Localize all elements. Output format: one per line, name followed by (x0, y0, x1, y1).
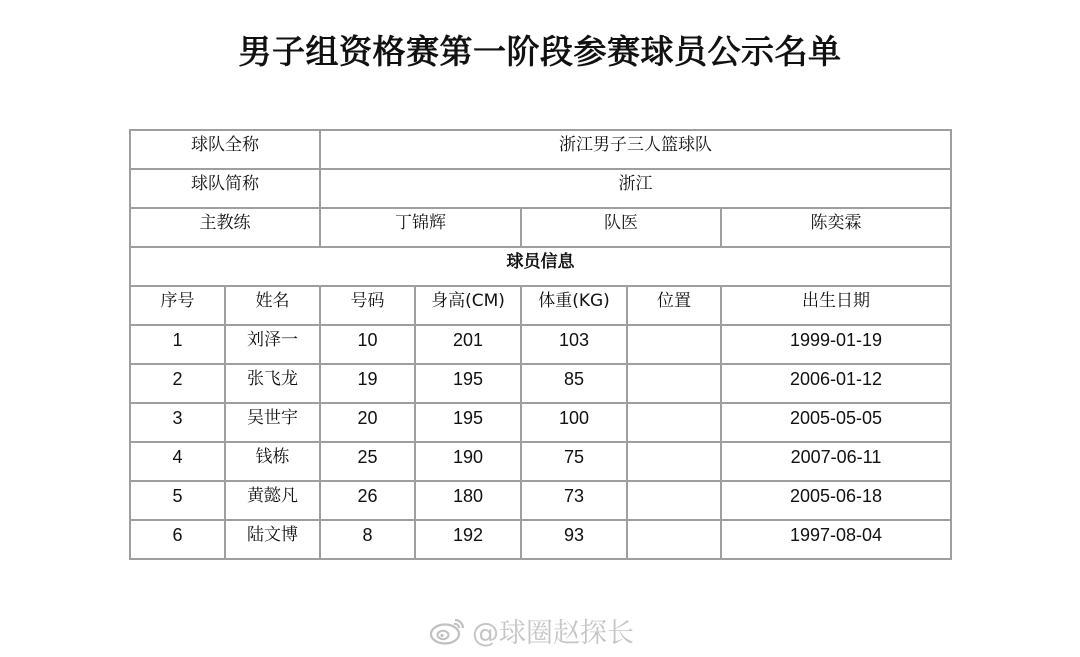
table-row (130, 403, 951, 442)
player-position (627, 325, 721, 364)
player-height: 195 (415, 403, 521, 442)
player-birth: 2006-01-12 (721, 364, 951, 403)
player-position (627, 520, 721, 559)
team-full-name-value: 浙江男子三人篮球队 (320, 130, 951, 169)
player-jersey: 19 (320, 364, 415, 403)
column-header-row (130, 286, 951, 325)
doctor-value: 陈奕霖 (721, 208, 951, 247)
column-header: 出生日期 (721, 286, 951, 325)
player-weight: 100 (521, 403, 627, 442)
column-header: 体重(KG) (521, 286, 627, 325)
player-position (627, 481, 721, 520)
player-weight: 75 (521, 442, 627, 481)
player-position (627, 442, 721, 481)
coach-value: 丁锦辉 (320, 208, 521, 247)
player-position (627, 403, 721, 442)
watermark (428, 612, 634, 648)
doctor-label: 队医 (521, 208, 721, 247)
team-short-name-label: 球队简称 (130, 169, 320, 208)
players-section-header: 球员信息 (130, 247, 951, 286)
player-birth: 2007-06-11 (721, 442, 951, 481)
player-index: 5 (130, 481, 225, 520)
team-short-name-value: 浙江 (320, 169, 951, 208)
player-birth: 1999-01-19 (721, 325, 951, 364)
column-header: 序号 (130, 286, 225, 325)
player-weight: 103 (521, 325, 627, 364)
player-height: 201 (415, 325, 521, 364)
player-name: 黄懿凡 (225, 481, 320, 520)
table-row (130, 364, 951, 403)
player-height: 192 (415, 520, 521, 559)
team-full-name-row (130, 130, 951, 169)
player-name: 陆文博 (225, 520, 320, 559)
column-header: 位置 (627, 286, 721, 325)
table-row (130, 520, 951, 559)
player-weight: 93 (521, 520, 627, 559)
table-row (130, 325, 951, 364)
table-row (130, 442, 951, 481)
player-jersey: 25 (320, 442, 415, 481)
player-birth: 2005-06-18 (721, 481, 951, 520)
coach-label: 主教练 (130, 208, 320, 247)
player-name: 吴世宇 (225, 403, 320, 442)
player-index: 4 (130, 442, 225, 481)
player-birth: 2005-05-05 (721, 403, 951, 442)
player-name: 钱栋 (225, 442, 320, 481)
player-jersey: 26 (320, 481, 415, 520)
team-short-name-row (130, 169, 951, 208)
column-header: 号码 (320, 286, 415, 325)
player-name: 张飞龙 (225, 364, 320, 403)
team-full-name-label: 球队全称 (130, 130, 320, 169)
column-header: 身高(CM) (415, 286, 521, 325)
player-roster-table (129, 129, 952, 560)
table-row (130, 481, 951, 520)
player-weight: 85 (521, 364, 627, 403)
player-jersey: 8 (320, 520, 415, 559)
players-section-row (130, 247, 951, 286)
player-index: 1 (130, 325, 225, 364)
watermark-text: @球圈赵探长 (472, 617, 634, 649)
page-title: 男子组资格赛第一阶段参赛球员公示名单 (238, 32, 842, 71)
player-height: 180 (415, 481, 521, 520)
player-jersey: 20 (320, 403, 415, 442)
player-index: 2 (130, 364, 225, 403)
player-birth: 1997-08-04 (721, 520, 951, 559)
player-jersey: 10 (320, 325, 415, 364)
player-position (627, 364, 721, 403)
player-index: 6 (130, 520, 225, 559)
player-name: 刘泽一 (225, 325, 320, 364)
staff-row (130, 208, 951, 247)
weibo-logo-icon (428, 614, 468, 646)
player-weight: 73 (521, 481, 627, 520)
player-height: 190 (415, 442, 521, 481)
player-height: 195 (415, 364, 521, 403)
column-header: 姓名 (225, 286, 320, 325)
player-index: 3 (130, 403, 225, 442)
